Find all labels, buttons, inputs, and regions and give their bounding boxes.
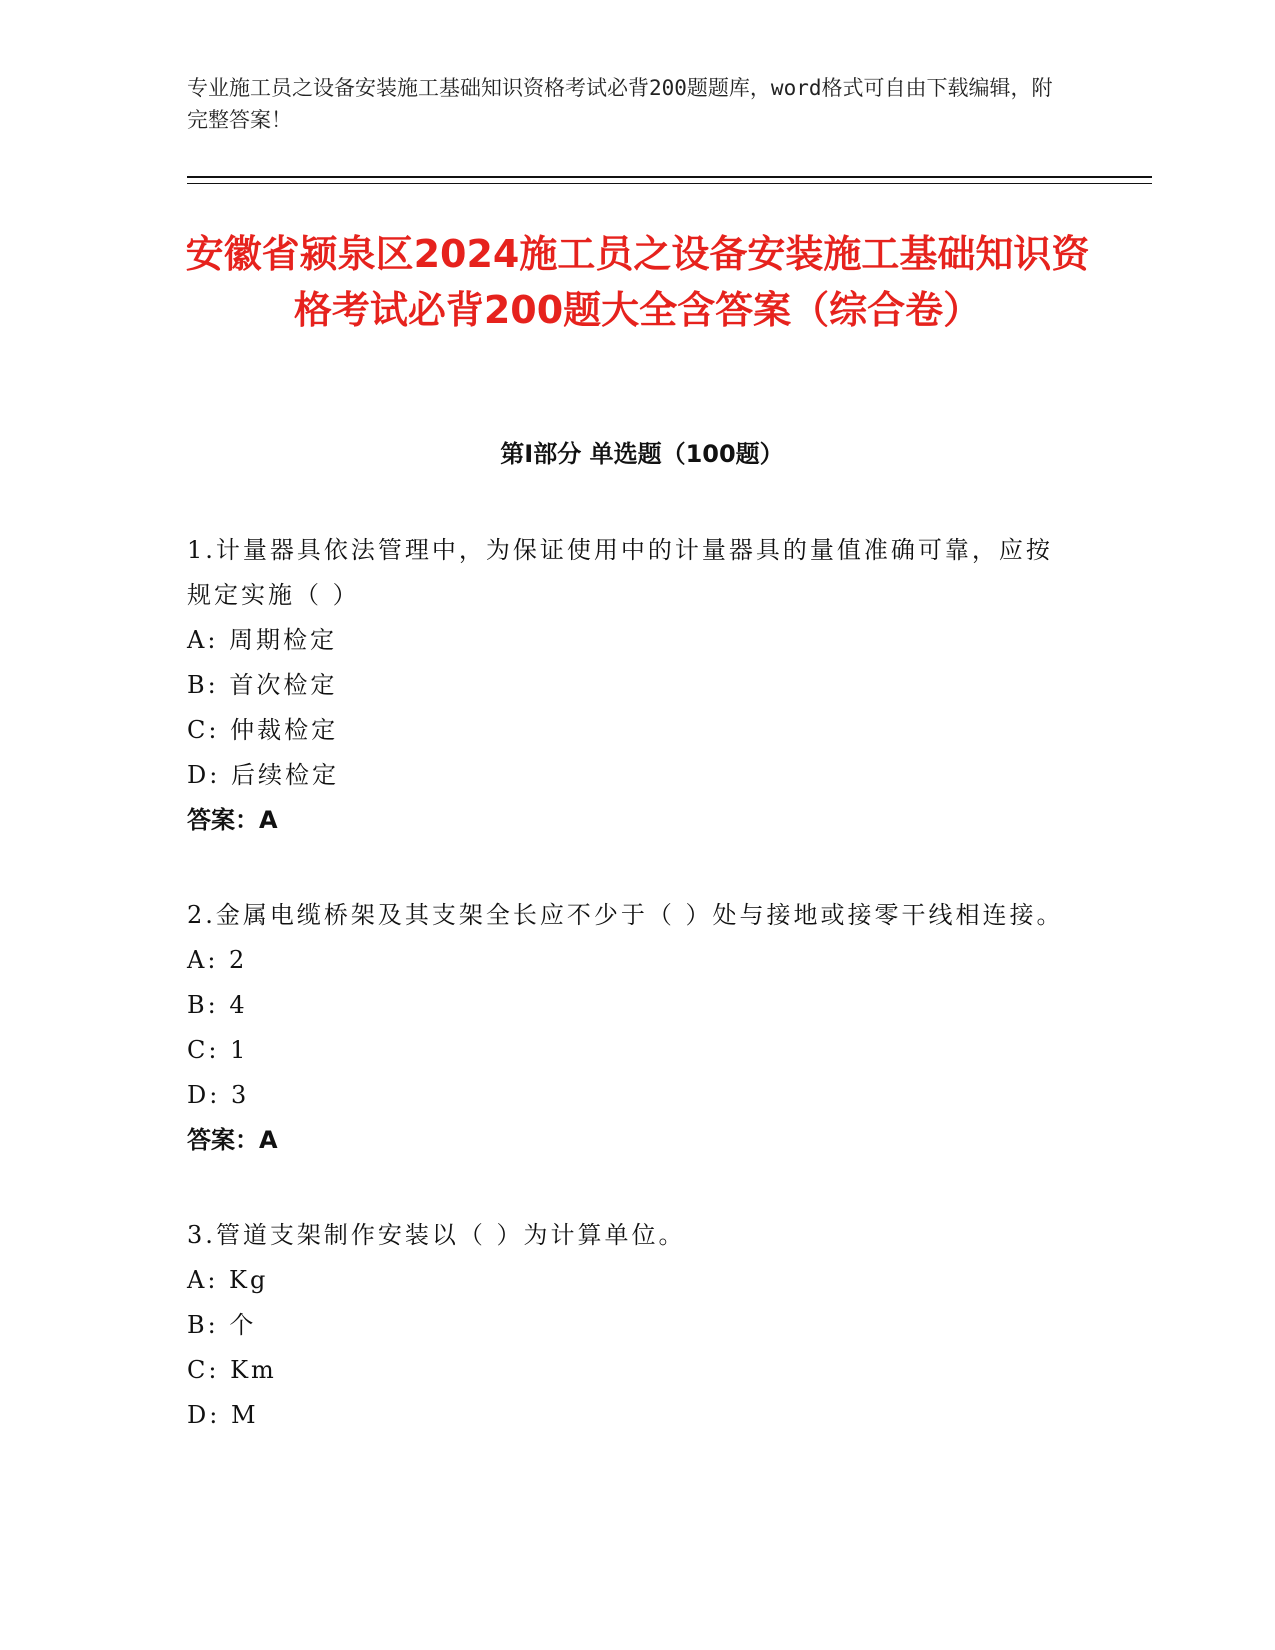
- answer-label: 答案：A: [187, 806, 278, 834]
- option-d: D: M: [187, 1401, 259, 1429]
- answer-label: 答案：A: [187, 1126, 278, 1154]
- option-a: A: 周期检定: [187, 626, 338, 654]
- header-rule-thin: [187, 183, 1152, 184]
- option-b: B: 4: [187, 991, 248, 1019]
- question-3: [187, 1213, 1067, 1438]
- question-text: 1.计量器具依法管理中，为保证使用中的计量器具的量值准确可靠，应按规定实施（ ）: [187, 536, 1053, 609]
- question-1: [187, 528, 1067, 843]
- option-b: B: 个: [187, 1311, 257, 1339]
- section-title: 第Ⅰ部分 单选题（100题）: [500, 440, 784, 468]
- option-c: C: 仲裁检定: [187, 716, 339, 744]
- option-c: C: 1: [187, 1036, 249, 1064]
- question-list: [187, 528, 1067, 1488]
- document-title: 安徽省颍泉区2024施工员之设备安装施工基础知识资格考试必背200题大全含答案（综合卷）: [185, 232, 1090, 332]
- option-d: D: 后续检定: [187, 761, 339, 789]
- question-text: 2.金属电缆桥架及其支架全长应不少于（ ）处与接地或接零干线相连接。: [187, 901, 1064, 929]
- header-note: 专业施工员之设备安装施工基础知识资格考试必背200题题库，word格式可自由下载编辑，附完整答案！: [187, 76, 1053, 132]
- option-a: A: Kg: [187, 1266, 269, 1294]
- option-d: D: 3: [187, 1081, 250, 1109]
- header-rule-thick: [187, 176, 1152, 178]
- question-text: 3.管道支架制作安装以（ ）为计算单位。: [187, 1221, 686, 1249]
- option-b: B: 首次检定: [187, 671, 338, 699]
- option-c: C: Km: [187, 1356, 277, 1384]
- option-a: A: 2: [187, 946, 248, 974]
- question-2: [187, 893, 1067, 1163]
